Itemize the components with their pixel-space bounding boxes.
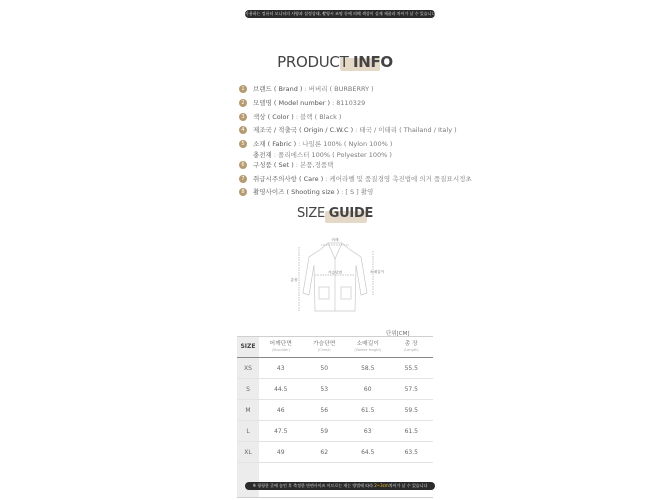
measurement-cell: 61.5 — [346, 400, 390, 421]
column-header-label: 가슴단면 — [313, 340, 336, 347]
measurement-cell: 57.5 — [390, 379, 434, 400]
table-row — [237, 442, 433, 463]
measurement-cell: 62 — [303, 442, 347, 463]
size-label-cell: L — [237, 421, 259, 442]
measurement-cell: 44.5 — [259, 379, 303, 400]
info-row — [239, 160, 333, 169]
column-header-label: 어깨단면 — [269, 340, 292, 347]
table-row — [237, 400, 433, 421]
length-label: 총장 — [290, 278, 298, 282]
product-heading-bold: INFO — [352, 53, 393, 71]
info-row — [239, 112, 341, 121]
sleeve-label: 소매길이 — [370, 270, 384, 274]
jacket-left-pocket — [319, 287, 329, 299]
measurement-cell: 49 — [259, 442, 303, 463]
column-header-sub: (Shoulder) — [271, 348, 290, 352]
info-label: 색상 ( Color ) — [253, 113, 294, 121]
info-separator: : — [304, 85, 307, 93]
info-number-badge: 6 — [239, 161, 247, 169]
info-row — [239, 174, 472, 183]
bottom-notice-text-end: 차이가 날 수 있습니다 — [388, 483, 428, 488]
column-header-label: 총 장 — [404, 340, 418, 347]
measurement-cell: 59 — [303, 421, 347, 442]
jacket-collar — [328, 243, 342, 259]
info-label: 브랜드 ( Brand ) — [253, 85, 303, 93]
unit-label: 단위[CM] — [386, 331, 410, 337]
info-value: 케어라벨 및 품질경영 촉진법에 의거 품질표시정초 — [329, 175, 472, 183]
info-sub-label: 충전재 — [253, 151, 272, 159]
size-label-cell: XS — [237, 358, 259, 379]
info-row — [239, 98, 365, 107]
empty-cell — [237, 463, 259, 498]
bottom-notice-highlight: 2~3cm — [374, 483, 389, 488]
size-table-header — [237, 337, 433, 358]
info-value: 태국 / 이태리 ( Thailand / Italy ) — [359, 126, 457, 134]
info-row — [239, 187, 373, 196]
measurement-cell: 61.5 — [390, 421, 434, 442]
top-notice-banner — [245, 10, 435, 18]
info-value: 버버리 ( BURBERRY ) — [308, 85, 374, 93]
info-sub-line — [253, 150, 392, 159]
measurement-cell: 63.5 — [390, 442, 434, 463]
column-header — [303, 337, 347, 358]
empty-cell — [346, 463, 390, 498]
size-label-cell: M — [237, 400, 259, 421]
measurement-cell: 53 — [303, 379, 347, 400]
column-header-sub: (Chest) — [317, 348, 331, 352]
info-separator: : — [295, 161, 298, 169]
measurement-cell: 63 — [346, 421, 390, 442]
info-separator: : — [341, 188, 344, 196]
column-header — [259, 337, 303, 358]
column-header — [237, 337, 259, 358]
info-number-badge: 2 — [239, 99, 247, 107]
info-number-badge: 1 — [239, 85, 247, 93]
info-number-badge: 5 — [239, 140, 247, 148]
info-value: 블랙 ( Black ) — [300, 113, 342, 121]
measurement-cell: 60 — [346, 379, 390, 400]
measurement-cell: 55.5 — [390, 358, 434, 379]
info-number-badge: 4 — [239, 126, 247, 134]
table-row-empty — [237, 463, 433, 498]
empty-cell — [259, 463, 303, 498]
column-header-sub: (Length) — [403, 348, 419, 352]
product-heading-light: PRODUCT — [277, 53, 349, 71]
bottom-notice-text: ※ 평평한 곳에 놓인 후 측정한 단면사이즈 이므로는 재는 방법에 따라 — [252, 483, 375, 488]
info-separator: : — [298, 140, 301, 148]
info-value: 8110329 — [336, 99, 366, 107]
info-separator: : — [295, 113, 299, 121]
info-value: 본품,정품택 — [299, 161, 334, 169]
empty-cell — [390, 463, 434, 498]
jacket-right-pocket — [341, 287, 351, 299]
bottom-notice-banner — [245, 482, 435, 490]
measurement-cell: 59.5 — [390, 400, 434, 421]
measurement-cell: 47.5 — [259, 421, 303, 442]
info-sub-value: 폴리에스터 100% ( Polyester 100% ) — [278, 151, 392, 159]
info-label: 촬영사이즈 ( Shooting size ) — [253, 188, 340, 196]
info-label: 제조국 / 적출국 ( Origin / C.W.C ) — [253, 126, 354, 134]
size-heading-light: SIZE — [296, 206, 325, 221]
measurement-cell: 50 — [303, 358, 347, 379]
column-header-label: SIZE — [240, 342, 256, 350]
top-notice-text: 사용하는 컴퓨터 모니터의 사양과 설정상태, 촬영시 조명 등에 의해 색상이 실제 제품과 차이가 날 수 있습니다 — [245, 11, 435, 16]
info-row — [239, 84, 374, 93]
column-header — [390, 337, 434, 358]
info-label: 소재 ( Fabric ) — [253, 140, 297, 148]
shoulder-label: 어깨 — [331, 238, 339, 242]
size-guide-heading — [0, 206, 670, 221]
info-label: 모델명 ( Model number ) — [253, 99, 331, 107]
column-header — [346, 337, 390, 358]
size-label-cell: S — [237, 379, 259, 400]
product-info-heading — [0, 53, 670, 71]
info-label: 구성품 ( Set ) — [253, 161, 294, 169]
info-separator: : — [273, 151, 277, 159]
chest-label: 가슴단면 — [328, 270, 342, 275]
size-heading-bold: GUIDE — [328, 206, 374, 221]
measurement-cell: 58.5 — [346, 358, 390, 379]
column-header-sub: (Sleeve length) — [354, 348, 382, 352]
info-value: [ S ] 촬영 — [345, 188, 374, 196]
info-separator: : — [325, 175, 328, 183]
info-row — [239, 139, 392, 159]
jacket-size-diagram — [285, 235, 385, 315]
info-number-badge: 3 — [239, 113, 247, 121]
info-separator: : — [355, 126, 358, 134]
measurement-cell: 46 — [259, 400, 303, 421]
info-value: 나일론 100% ( Nylon 100% ) — [302, 140, 393, 148]
info-number-badge: 8 — [239, 188, 247, 196]
measurement-cell: 56 — [303, 400, 347, 421]
table-row — [237, 379, 433, 400]
info-number-badge: 7 — [239, 175, 247, 183]
info-label: 취급시주의사항 ( Care ) — [253, 175, 324, 183]
measurement-cell: 64.5 — [346, 442, 390, 463]
measurement-cell: 43 — [259, 358, 303, 379]
table-row — [237, 421, 433, 442]
column-header-label: 소매길이 — [356, 340, 379, 347]
size-label-cell: XL — [237, 442, 259, 463]
info-row — [239, 125, 457, 134]
size-table — [237, 336, 433, 498]
empty-cell — [303, 463, 347, 498]
info-separator: : — [332, 99, 335, 107]
table-row — [237, 358, 433, 379]
